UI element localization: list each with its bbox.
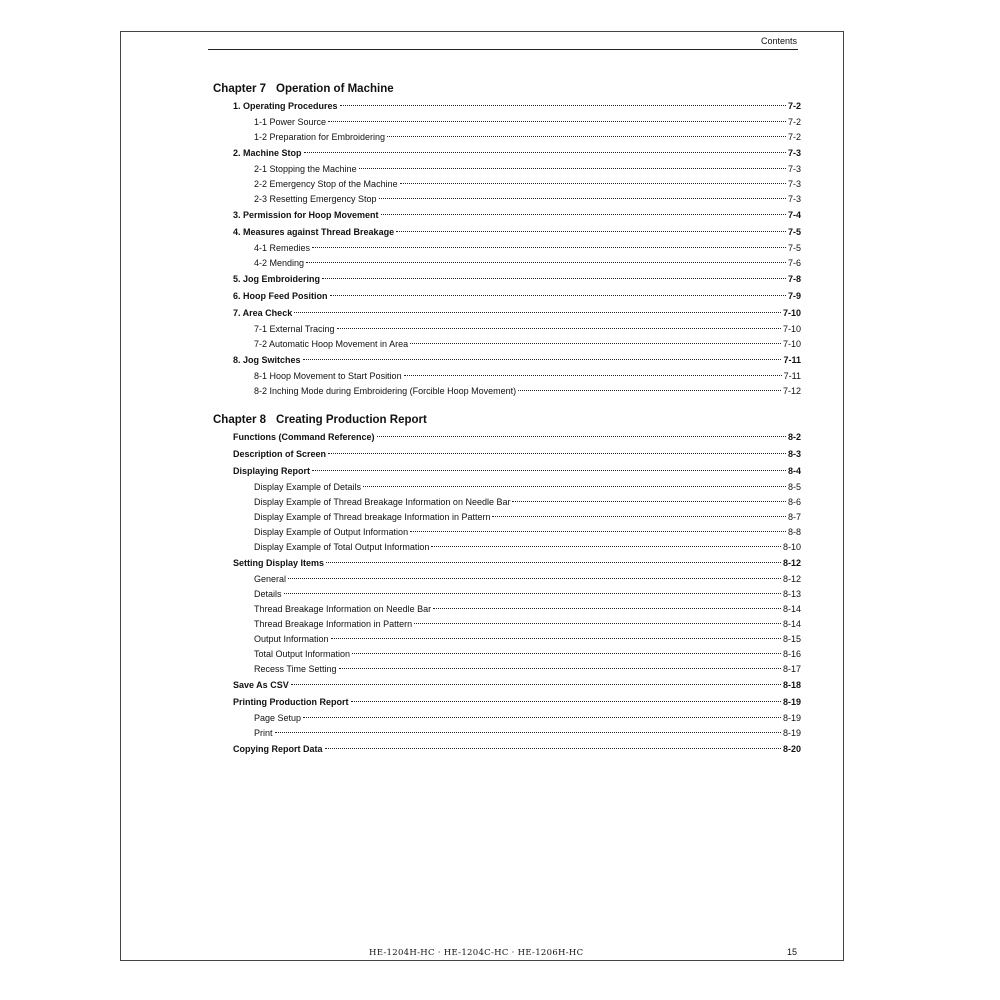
- toc-subsection-entry[interactable]: [213, 647, 801, 662]
- header-rule: [208, 49, 798, 50]
- entry-title: 1. Operating Procedures: [233, 101, 338, 111]
- toc-subsection-entry[interactable]: [213, 726, 801, 741]
- dot-leader: [352, 653, 781, 654]
- entry-title: Display Example of Total Output Information: [254, 542, 430, 552]
- toc-subsection-entry[interactable]: [213, 711, 801, 726]
- dot-leader: [337, 328, 781, 329]
- dot-leader: [306, 262, 786, 263]
- entry-page-number: 7-10: [782, 308, 801, 318]
- toc-subsection-entry[interactable]: [213, 617, 801, 632]
- toc-subsection-entry[interactable]: [213, 337, 801, 352]
- entry-title: Details: [254, 589, 282, 599]
- dot-leader: [387, 136, 786, 137]
- entry-page-number: 7-3: [787, 194, 801, 204]
- toc-subsection-entry[interactable]: [213, 115, 801, 130]
- dot-leader: [379, 198, 786, 199]
- entry-page-number: 7-10: [782, 324, 801, 334]
- entry-page-number: 8-8: [787, 527, 801, 537]
- dot-leader: [303, 359, 782, 360]
- entry-page-number: 8-2: [787, 432, 801, 442]
- entry-title: Description of Screen: [233, 449, 327, 459]
- entry-title: 2-3 Resetting Emergency Stop: [254, 194, 377, 204]
- entry-title: 6. Hoop Feed Position: [233, 291, 328, 301]
- entry-title: Displaying Report: [233, 466, 311, 476]
- dot-leader: [410, 343, 781, 344]
- toc-subsection-entry[interactable]: [213, 602, 801, 617]
- toc-section-entry[interactable]: [213, 555, 801, 572]
- entry-page-number: 7-10: [782, 339, 801, 349]
- entry-title: Thread Breakage Information in Pattern: [254, 619, 413, 629]
- dot-leader: [351, 701, 781, 702]
- entry-title: Setting Display Items: [233, 558, 325, 568]
- chapter-heading: [213, 80, 801, 98]
- toc-section-entry[interactable]: [213, 677, 801, 694]
- entry-title: 4-2 Mending: [254, 258, 305, 268]
- entry-title: Total Output Information: [254, 649, 351, 659]
- entry-page-number: 7-11: [783, 371, 801, 381]
- toc-section-entry[interactable]: [213, 207, 801, 224]
- entry-title: Display Example of Details: [254, 482, 362, 492]
- toc-subsection-entry[interactable]: [213, 632, 801, 647]
- entry-page-number: 7-4: [787, 210, 801, 220]
- toc-section-entry[interactable]: [213, 463, 801, 480]
- entry-page-number: 7-9: [787, 291, 801, 301]
- toc-subsection-entry[interactable]: [213, 525, 801, 540]
- toc-subsection-entry[interactable]: [213, 162, 801, 177]
- entry-page-number: 7-2: [787, 101, 801, 111]
- entry-title: Recess Time Setting: [254, 664, 337, 674]
- toc-subsection-entry[interactable]: [213, 572, 801, 587]
- entry-page-number: 8-18: [782, 680, 801, 690]
- page-number: 15: [786, 947, 797, 957]
- entry-title: Printing Production Report: [233, 697, 349, 707]
- toc-subsection-entry[interactable]: [213, 322, 801, 337]
- dot-leader: [363, 486, 786, 487]
- dot-leader: [284, 593, 781, 594]
- entry-page-number: 8-3: [787, 449, 801, 459]
- dot-leader: [518, 390, 781, 391]
- footer-model-numbers: HE-1204H-HC · HE-1204C-HC · HE-1206H-HC: [369, 948, 584, 958]
- running-header: Contents: [760, 36, 797, 46]
- dot-leader: [328, 121, 786, 122]
- dot-leader: [431, 546, 781, 547]
- entry-title: 2-1 Stopping the Machine: [254, 164, 357, 174]
- dot-leader: [330, 295, 786, 296]
- dot-leader: [328, 453, 786, 454]
- entry-title: Save As CSV: [233, 680, 289, 690]
- entry-title: 2-2 Emergency Stop of the Machine: [254, 179, 398, 189]
- dot-leader: [275, 732, 781, 733]
- toc-section-entry[interactable]: [213, 145, 801, 162]
- entry-title: 2. Machine Stop: [233, 148, 302, 158]
- entry-page-number: 8-12: [782, 558, 801, 568]
- toc-section-entry[interactable]: [213, 288, 801, 305]
- entry-page-number: 8-20: [782, 744, 801, 754]
- dot-leader: [312, 247, 786, 248]
- dot-leader: [325, 748, 781, 749]
- entry-title: Output Information: [254, 634, 329, 644]
- toc-subsection-entry[interactable]: [213, 130, 801, 145]
- entry-page-number: 8-19: [782, 697, 801, 707]
- dot-leader: [326, 562, 781, 563]
- dot-leader: [377, 436, 786, 437]
- chapter-title: Operation of Machine: [276, 83, 394, 95]
- entry-page-number: 8-19: [782, 713, 801, 723]
- entry-title: Thread Breakage Information on Needle Bar: [254, 604, 432, 614]
- dot-leader: [340, 105, 786, 106]
- dot-leader: [381, 214, 786, 215]
- entry-page-number: 7-8: [787, 274, 801, 284]
- dot-leader: [400, 183, 786, 184]
- entry-title: 7-2 Automatic Hoop Movement in Area: [254, 339, 409, 349]
- entry-title: 7-1 External Tracing: [254, 324, 335, 334]
- dot-leader: [410, 531, 786, 532]
- dot-leader: [304, 152, 786, 153]
- entry-page-number: 8-15: [782, 634, 801, 644]
- entry-page-number: 7-2: [787, 132, 801, 142]
- entry-page-number: 8-7: [787, 512, 801, 522]
- entry-title: Page Setup: [254, 713, 302, 723]
- entry-title: 3. Permission for Hoop Movement: [233, 210, 379, 220]
- toc-section-entry[interactable]: [213, 741, 801, 758]
- entry-title: 1-2 Preparation for Embroidering: [254, 132, 386, 142]
- dot-leader: [291, 684, 781, 685]
- entry-page-number: 8-4: [787, 466, 801, 476]
- dot-leader: [359, 168, 786, 169]
- entry-page-number: 8-16: [782, 649, 801, 659]
- dot-leader: [288, 578, 781, 579]
- entry-page-number: 7-2: [787, 117, 801, 127]
- toc-section-entry[interactable]: [213, 224, 801, 241]
- toc-section-entry[interactable]: [213, 271, 801, 288]
- entry-page-number: 7-5: [787, 243, 801, 253]
- entry-page-number: 8-19: [782, 728, 801, 738]
- toc-section-entry[interactable]: [213, 694, 801, 711]
- dot-leader: [339, 668, 781, 669]
- dot-leader: [303, 717, 781, 718]
- toc-subsection-entry[interactable]: [213, 369, 801, 384]
- toc-section-entry[interactable]: [213, 429, 801, 446]
- toc-section-entry[interactable]: [213, 305, 801, 322]
- entry-title: Display Example of Thread Breakage Information on Needle Bar: [254, 497, 511, 507]
- chapter-title: Creating Production Report: [276, 414, 427, 426]
- dot-leader: [404, 375, 782, 376]
- entry-title: 5. Jog Embroidering: [233, 274, 321, 284]
- entry-page-number: 8-5: [787, 482, 801, 492]
- entry-page-number: 7-5: [787, 227, 801, 237]
- entry-title: Copying Report Data: [233, 744, 323, 754]
- entry-page-number: 8-13: [782, 589, 801, 599]
- entry-title: 4. Measures against Thread Breakage: [233, 227, 395, 237]
- toc-section-entry[interactable]: [213, 98, 801, 115]
- table-of-contents: [213, 80, 801, 758]
- dot-leader: [492, 516, 786, 517]
- toc-subsection-entry[interactable]: [213, 495, 801, 510]
- entry-page-number: 8-14: [782, 604, 801, 614]
- dot-leader: [331, 638, 781, 639]
- entry-title: Display Example of Output Information: [254, 527, 409, 537]
- entry-page-number: 8-12: [782, 574, 801, 584]
- chapter-number: Chapter 8: [213, 414, 267, 426]
- entry-title: Print: [254, 728, 273, 738]
- toc-subsection-entry[interactable]: [213, 256, 801, 271]
- chapter-gap: [213, 399, 801, 411]
- toc-subsection-entry[interactable]: [213, 177, 801, 192]
- entry-page-number: 7-3: [787, 179, 801, 189]
- chapter-heading: [213, 411, 801, 429]
- entry-title: 4-1 Remedies: [254, 243, 311, 253]
- entry-page-number: 7-11: [783, 355, 801, 365]
- entry-title: 7. Area Check: [233, 308, 293, 318]
- toc-subsection-entry[interactable]: [213, 662, 801, 677]
- toc-subsection-entry[interactable]: [213, 587, 801, 602]
- entry-page-number: 7-6: [787, 258, 801, 268]
- dot-leader: [294, 312, 781, 313]
- dot-leader: [433, 608, 781, 609]
- dot-leader: [414, 623, 781, 624]
- dot-leader: [512, 501, 786, 502]
- toc-section-entry[interactable]: [213, 446, 801, 463]
- entry-title: 8-2 Inching Mode during Embroidering (Forcible Hoop Movement): [254, 386, 517, 396]
- toc-subsection-entry[interactable]: [213, 241, 801, 256]
- dot-leader: [396, 231, 786, 232]
- entry-title: 8-1 Hoop Movement to Start Position: [254, 371, 402, 381]
- entry-page-number: 7-3: [787, 164, 801, 174]
- entry-title: Display Example of Thread breakage Information in Pattern: [254, 512, 491, 522]
- entry-title: 8. Jog Switches: [233, 355, 301, 365]
- dot-leader: [312, 470, 786, 471]
- entry-page-number: 7-3: [787, 148, 801, 158]
- toc-subsection-entry[interactable]: [213, 540, 801, 555]
- entry-title: General: [254, 574, 287, 584]
- dot-leader: [322, 278, 786, 279]
- toc-subsection-entry[interactable]: [213, 510, 801, 525]
- toc-subsection-entry[interactable]: [213, 384, 801, 399]
- toc-subsection-entry[interactable]: [213, 192, 801, 207]
- entry-title: 1-1 Power Source: [254, 117, 327, 127]
- toc-section-entry[interactable]: [213, 352, 801, 369]
- toc-subsection-entry[interactable]: [213, 480, 801, 495]
- entry-title: Functions (Command Reference): [233, 432, 375, 442]
- chapter-number: Chapter 7: [213, 83, 267, 95]
- entry-page-number: 8-14: [782, 619, 801, 629]
- entry-page-number: 8-10: [782, 542, 801, 552]
- entry-page-number: 8-6: [787, 497, 801, 507]
- document-page: [120, 31, 844, 961]
- entry-page-number: 7-12: [782, 386, 801, 396]
- entry-page-number: 8-17: [782, 664, 801, 674]
